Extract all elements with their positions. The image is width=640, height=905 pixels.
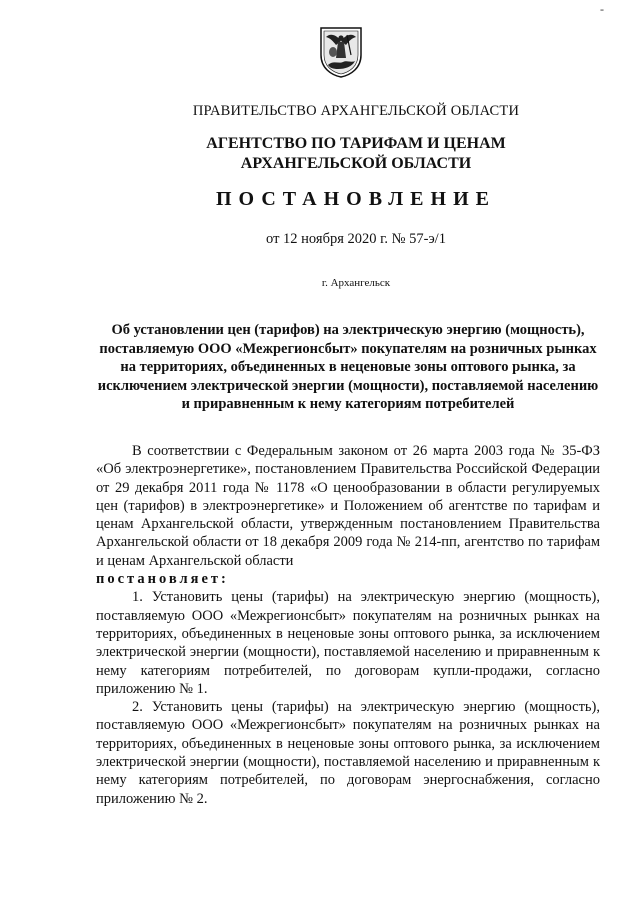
item-2-paragraph: 2. Установить цены (тарифы) на электрическую энергию (мощность), поставляемую ООО «Межрегионсбыт» покупателям на розничных рынках на территориях, объединенных в неценовые зоны оптового рынка, за исключением электрической энергии (мощности), поставляемой населению и приравненным к нему категориям потребителей, по договорам энергоснабжения, согласно приложению № 2. — [96, 699, 600, 807]
decree-subject: Об установлении цен (тарифов) на электрическую энергию (мощность), поставляемую ООО «Межрегионсбыт» покупателям на розничных рынках на территориях, объединенных в неценовые зоны оптового рынка, за исключением электрической энергии (мощности), поставляемой населению и приравненным к нему категориям потребителей — [97, 322, 599, 412]
item-1-paragraph: 1. Установить цены (тарифы) на электрическую энергию (мощность), поставляемую ООО «Межрегионсбыт» покупателям на розничных рынках на территориях, объединенных в неценовые зоны оптового рынка, за исключением электрической энергии (мощности), поставляемой населению и приравненным к нему категориям потребителей, по договорам купли-продажи, согласно приложению № 1. — [96, 589, 600, 697]
agency-name — [36, 134, 640, 174]
agency-name-line2: АРХАНГЕЛЬСКОЙ ОБЛАСТИ — [240, 155, 472, 172]
agency-name-line1: АГЕНТСТВО ПО ТАРИФАМ И ЦЕНАМ — [206, 135, 506, 152]
decides-line — [96, 570, 600, 588]
date-and-number: от 12 ноября 2020 г. № 57-э/1 — [266, 231, 446, 247]
government-name: ПРАВИТЕЛЬСТВО АРХАНГЕЛЬСКОЙ ОБЛАСТИ — [192, 103, 520, 119]
preamble-paragraph: В соответствии с Федеральным законом от 26 марта 2003 года № 35-ФЗ «Об электроэнергетике», постановлением Правительства Российской Федерации от 29 декабря 2011 года № 1178 «О ценообразовании в области регулируемых цен (тарифов) в электроэнергетике» и Положением об агентстве по тарифам и ценам Архангельской области, утвержденным постановлением Правительства Архангельской области от 18 декабря 2009 года № 214-пп, агентство по тарифам и ценам Архангельской области — [96, 443, 600, 569]
document-type-title: ПОСТАНОВЛЕНИЕ — [216, 188, 496, 210]
coat-of-arms-icon — [318, 25, 364, 79]
decree-body — [96, 442, 600, 808]
decides-word: постановляет: — [96, 571, 229, 588]
city: г. Архангельск — [321, 277, 391, 289]
corner-mark: - — [600, 2, 604, 16]
